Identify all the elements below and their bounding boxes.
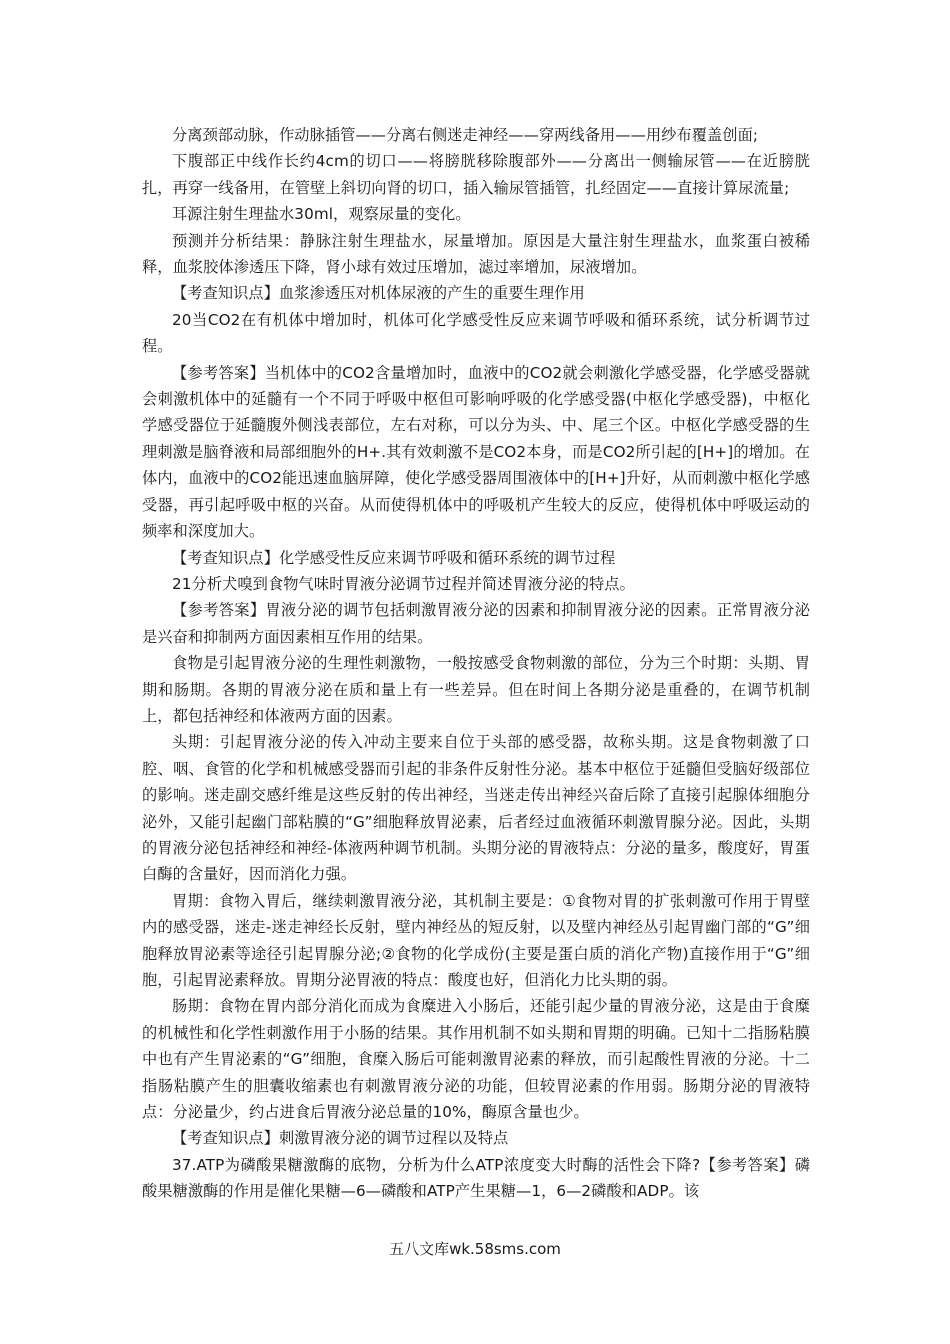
reference-answer: 【参考答案】胃液分泌的调节包括刺激胃液分泌的因素和抑制胃液分泌的因素。正常胃液分泌是兴奋和抑制两方面因素相互作用的结果。 <box>142 601 810 646</box>
knowledge-point: 【考查知识点】刺激胃液分泌的调节过程以及特点 <box>172 1129 509 1148</box>
paragraph: 胃期：食物入胃后，继续刺激胃液分泌，其机制主要是：①食物对胃的扩张刺激可作用于胃壁内的感受器，迷走-迷走神经长反射，壁内神经丛的短反射，以及壁内神经丛引起胃幽门部的“G”细胞释放胃泌素等途径引起胃腺分泌;②食物的化学成份(主要是蛋白质的消化产物)直接作用于“G”细胞，引起胃泌素释放。胃期分泌胃液的特点：酸度也好，但消化力比头期的弱。 <box>142 891 810 989</box>
document-body <box>142 122 810 1205</box>
paragraph: 预测并分析结果：静脉注射生理盐水，尿量增加。原因是大量注射生理盐水，血浆蛋白被稀释，血浆胶体渗透压下降，肾小球有效过压增加，滤过率增加，尿液增加。 <box>142 231 810 277</box>
reference-answer: 【参考答案】当机体中的CO2含量增加时，血液中的CO2就会刺激化学感受器，化学感受器就会刺激机体中的延髓有一个不同于呼吸中枢但可影响呼吸的化学感受器(中枢化学感受器)，中枢化学感受器位于延髓腹外侧浅表部位，左右对称，可以分为头、中、尾三个区。中枢化学感受器的生理刺激是脑脊液和局部细胞外的H+.其有效刺激不是CO2本身，而是CO2所引起的[H+]的增加。在体内，血液中的CO2能迅速血脑屏障，使化学感受器周围液体中的[H+]升好，从而刺激中枢化学感受器，再引起呼吸中枢的兴奋。从而使得机体中的呼吸机产生较大的反应，使得机体中呼吸运动的频率和深度加大。 <box>142 363 810 541</box>
question: 37.ATP为磷酸果糖激酶的底物，分析为什么ATP浓度变大时酶的活性会下降?【参考答案】磷酸果糖激酶的作用是催化果糖—6—磷酸和ATP产生果糖—1，6—2磷酸和ADP。该 <box>142 1155 810 1201</box>
question: 20当CO2在有机体中增加时，机体可化学感受性反应来调节呼吸和循环系统，试分析调节过程。 <box>142 310 810 356</box>
page-footer: 五八文库wk.58sms.com <box>389 1240 561 1258</box>
paragraph: 下腹部正中线作长约4cm的切口——将膀胱移除腹部外——分离出一侧输尿管——在近膀胱扎，再穿一线备用，在管壁上斜切向肾的切口，插入输尿管插管，扎经固定——直接计算尿流量; <box>142 152 810 197</box>
knowledge-point: 【考查知识点】化学感受性反应来调节呼吸和循环系统的调节过程 <box>172 548 616 567</box>
knowledge-point: 【考查知识点】血浆渗透压对机体尿液的产生的重要生理作用 <box>172 284 585 303</box>
paragraph: 分离颈部动脉，作动脉插管——分离右侧迷走神经——穿两线备用——用纱布覆盖创面; <box>172 126 759 144</box>
paragraph: 耳源注射生理盐水30ml，观察尿量的变化。 <box>172 205 471 224</box>
paragraph: 肠期：食物在胃内部分消化而成为食糜进入小肠后，还能引起少量的胃液分泌，这是由于食糜的机械性和化学性刺激作用于小肠的结果。其作用机制不如头期和胃期的明确。已知十二指肠粘膜中也有产生胃泌素的“G”细胞，食糜入肠后可能刺激胃泌素的释放，而引起酸性胃液的分泌。十二指肠粘膜产生的胆囊收缩素也有刺激胃液分泌的功能，但较胃泌素的作用弱。肠期分泌的胃液特点：分泌量少，约占进食后胃液分泌总量的10%，酶原含量也少。 <box>142 997 810 1122</box>
question: 21分析犬嗅到食物气味时胃液分泌调节过程并简述胃液分泌的特点。 <box>172 574 635 593</box>
paragraph: 食物是引起胃液分泌的生理性刺激物，一般按感受食物刺激的部位，分为三个时期：头期、胃期和肠期。各期的胃液分泌在质和量上有一些差异。但在时间上各期分泌是重叠的，在调节机制上，都包括神经和体液两方面的因素。 <box>142 654 810 725</box>
paragraph: 头期：引起胃液分泌的传入冲动主要来自位于头部的感受器，故称头期。这是食物刺激了口腔、咽、食管的化学和机械感受器而引起的非条件反射性分泌。基本中枢位于延髓但受脑好级部位的影响。迷走副交感纤维是这些反射的传出神经，当迷走传出神经兴奋后除了直接引起腺体细胞分泌外，又能引起幽门部粘膜的“G”细胞释放胃泌素，后者经过血液循环刺激胃腺分泌。因此，头期的胃液分泌包括神经和神经-体液两种调节机制。头期分泌的胃液特点：分泌的量多，酸度好，胃蛋白酶的含量好，因而消化力强。 <box>142 733 810 884</box>
